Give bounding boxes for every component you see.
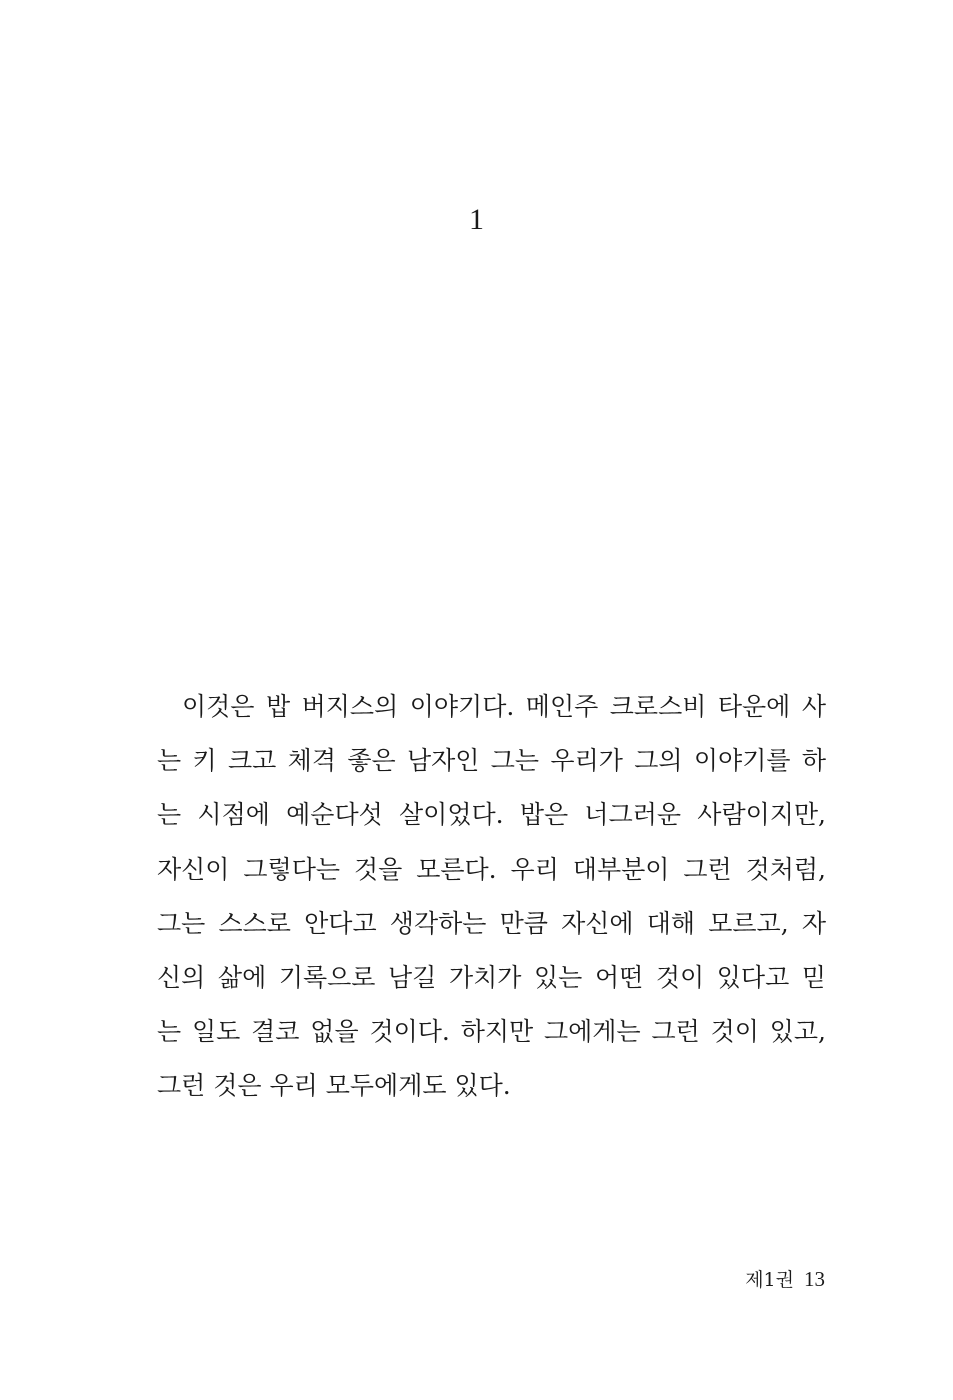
text-line: 자신이 그렇다는 것을 모른다. 우리 대부분이 그런 것처럼, [157, 854, 826, 884]
page-footer [745, 1264, 825, 1295]
text-line: 는 시점에 예순다섯 살이었다. 밥은 너그러운 사람이지만, [157, 800, 826, 830]
text-line: 이것은 밥 버지스의 이야기다. 메인주 크로스비 타운에 사 [182, 692, 826, 721]
text-line: 는 키 크고 체격 좋은 남자인 그는 우리가 그의 이야기를 하 [157, 746, 826, 776]
body-paragraph [157, 680, 826, 1114]
volume-label: 제1권 [745, 1269, 794, 1291]
text-line: 그는 스스로 안다고 생각하는 만큼 자신에 대해 모르고, 자 [157, 908, 826, 938]
page-number: 13 [804, 1267, 825, 1291]
text-line: 그런 것은 우리 모두에게도 있다. [157, 1071, 511, 1101]
text-line: 는 일도 결코 없을 것이다. 하지만 그에게는 그런 것이 있고, [157, 1017, 826, 1047]
text-line: 신의 삶에 기록으로 남길 가치가 있는 어떤 것이 있다고 믿 [157, 962, 826, 992]
chapter-number: 1 [469, 203, 484, 236]
